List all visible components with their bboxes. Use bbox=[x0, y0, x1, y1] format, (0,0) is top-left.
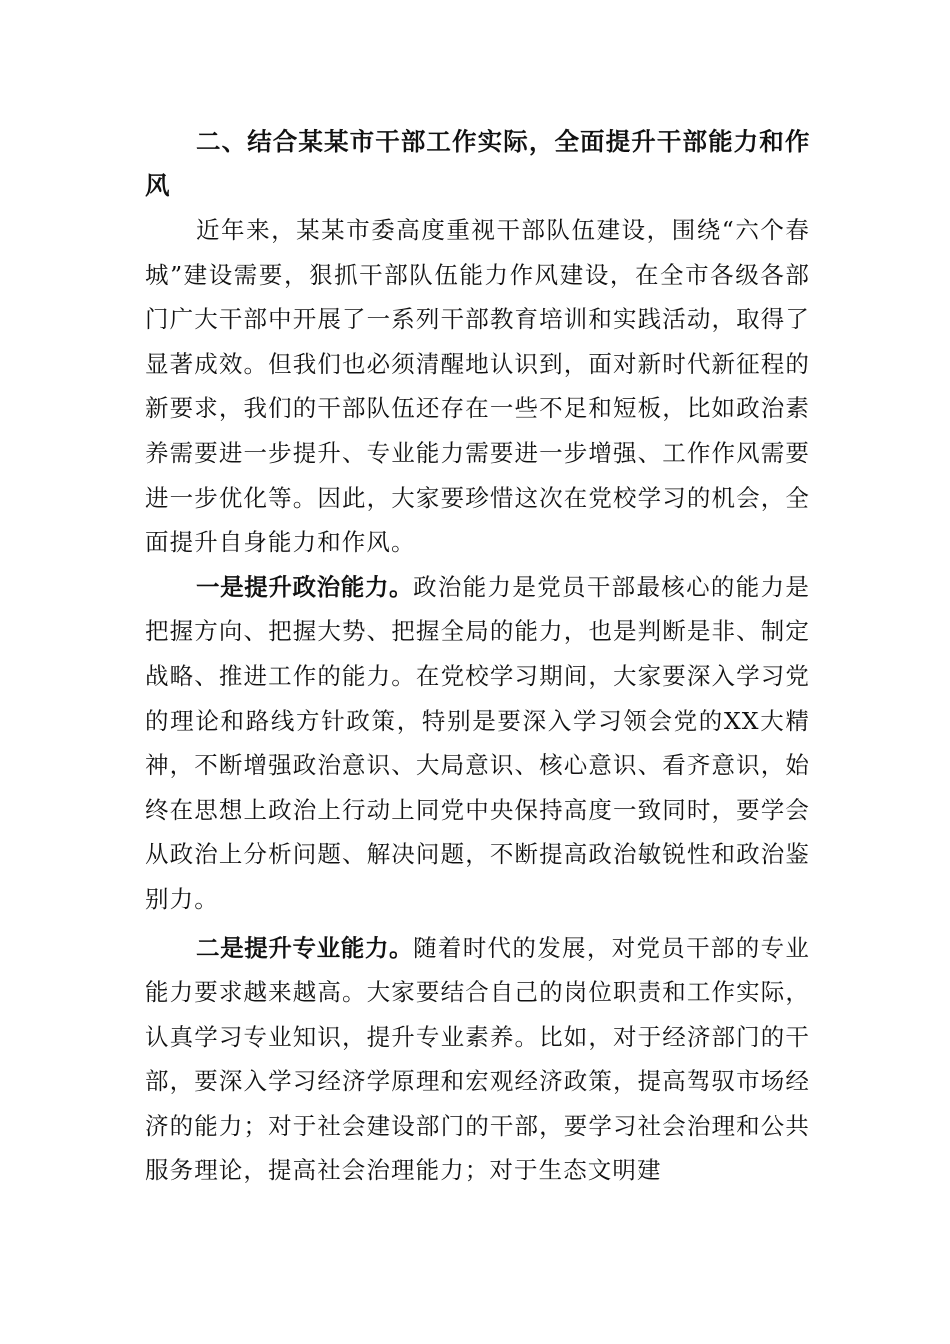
paragraph-text: 近年来，某某市委高度重视干部队伍建设，围绕“六个春城”建设需要，狠抓干部队伍能力作风建设，在全市各级各部门广大干部中开展了一系列干部教育培训和实践活动，取得了显著成效。但我们也必须清醒地认识到，面对新时代新征程的新要求，我们的干部队伍还存在一些不足和短板，比如政治素养需要进一步提升、专业能力需要进一步增强、工作作风需要进一步优化等。因此，大家要珍惜这次在党校学习的机会，全面提升自身能力和作风。 bbox=[145, 216, 810, 557]
paragraph-political-ability bbox=[145, 565, 810, 922]
paragraph-lead: 二是提升专业能力。 bbox=[196, 933, 414, 962]
paragraph-lead: 一是提升政治能力。 bbox=[196, 572, 414, 601]
paragraph-intro bbox=[145, 208, 810, 565]
paragraph-professional-ability bbox=[145, 926, 810, 1194]
paragraph-text: 随着时代的发展，对党员干部的专业能力要求越来越高。大家要结合自己的岗位职责和工作实际，认真学习专业知识，提升专业素养。比如，对于经济部门的干部，要深入学习经济学原理和宏观经济政策，提高驾驭市场经济的能力；对于社会建设部门的干部，要学习社会治理和公共服务理论，提高社会治理能力；对于生态文明建 bbox=[145, 933, 810, 1185]
section-heading: 二、结合某某市干部工作实际，全面提升干部能力和作风 bbox=[145, 127, 810, 200]
paragraph-text: 政治能力是党员干部最核心的能力是把握方向、把握大势、把握全局的能力，也是判断是非、制定战略、推进工作的能力。在党校学习期间，大家要深入学习党的理论和路线方针政策，特别是要深入学习领会党的XX大精神，不断增强政治意识、大局意识、核心意识、看齐意识，始终在思想上政治上行动上同党中央保持高度一致同时，要学会从政治上分析问题、解决问题，不断提高政治敏锐性和政治鉴别力。 bbox=[145, 572, 810, 913]
document-body bbox=[145, 120, 810, 1193]
